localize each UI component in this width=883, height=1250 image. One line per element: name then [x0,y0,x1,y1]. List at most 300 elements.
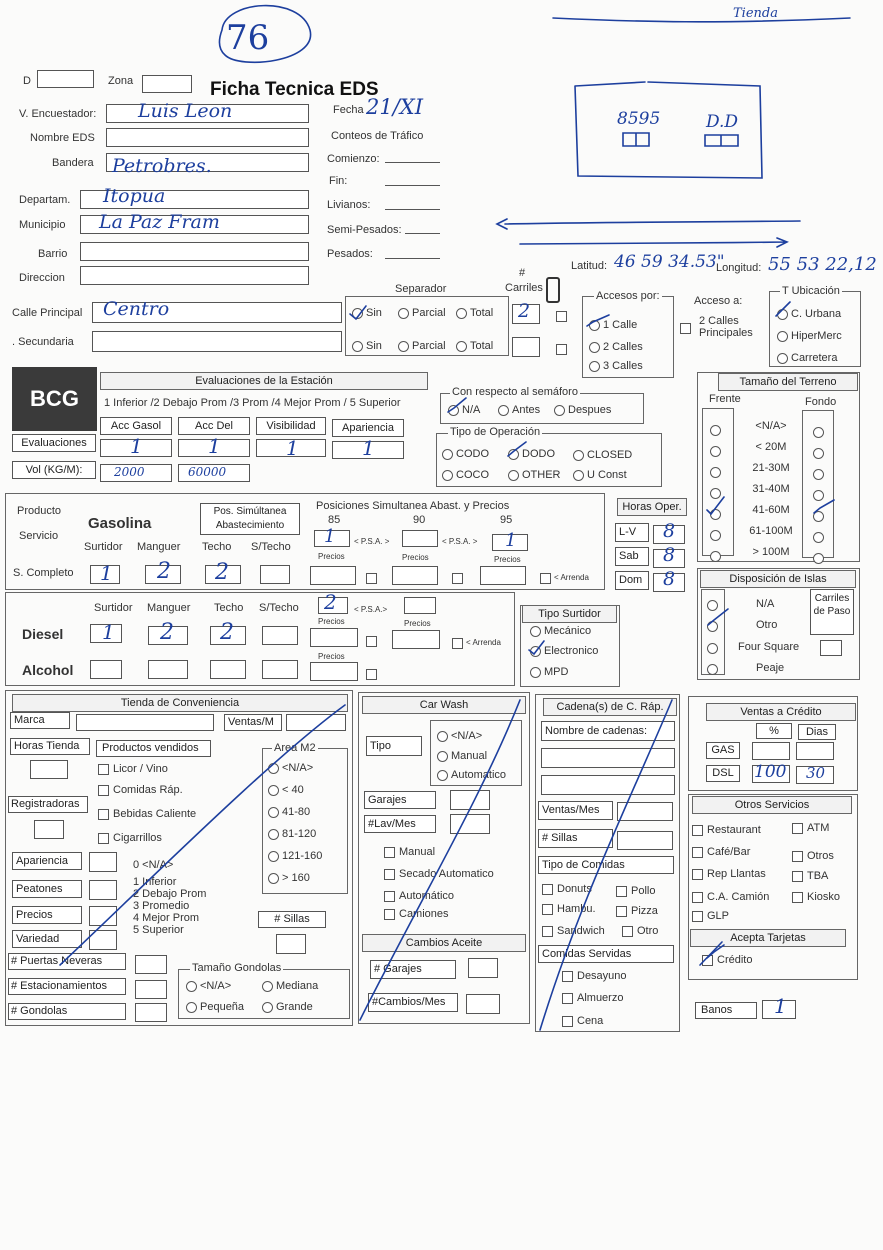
ubicacion-label: T Ubicación [782,285,840,297]
diesel-col-techo: Techo [214,602,244,614]
comida-hambu[interactable]: Hambu. [542,903,596,915]
nombre-field[interactable] [106,128,309,147]
tarjetas-header: Acepta Tarjetas [690,929,846,947]
eval-apariencia-value: 1 [362,436,375,460]
servicios-frame [688,794,858,980]
terreno-frente-radio[interactable] [710,527,724,545]
tarjeta-credito[interactable]: Crédito [702,954,752,966]
area-option[interactable]: > 160 [268,872,310,884]
evaluaciones-header: Evaluaciones de la Estación [100,372,428,390]
cambios-mes-label: #Cambios/Mes [368,993,458,1012]
ubicacion-carretera[interactable]: Carretera [777,352,837,364]
sep-principal-sin[interactable]: Sin [352,307,382,319]
registradoras-field[interactable] [34,820,64,839]
operacion-dodo[interactable]: DODO [508,448,555,460]
eval-acc-gasol-value: 1 [130,434,143,458]
operacion-uconst[interactable]: U Const [573,469,627,481]
sep-principal-parcial[interactable]: Parcial [398,307,446,319]
carwash-header: Car Wash [362,696,526,714]
cambios-mes-field[interactable] [466,994,500,1014]
comida-pizza[interactable]: Pizza [616,905,658,917]
gas-stecho-field[interactable] [260,565,290,584]
rating-field[interactable] [89,930,117,950]
tamano-grande[interactable]: Grande [262,1001,313,1013]
cambios-garajes-field[interactable] [468,958,498,978]
marca-label: Marca [10,712,70,729]
area-option[interactable]: < 40 [268,784,304,796]
surtidor-mecanico[interactable]: Mecánico [530,625,591,637]
diesel-surtidor-value: 1 [102,620,115,644]
longitud-label: Longitud: [716,262,762,274]
id-field[interactable] [37,70,94,88]
semaforo-label: Con respecto al semáforo [452,386,578,398]
form-number: 76 [226,18,270,58]
cadenas-tipo-label: Tipo de Comidas [538,856,674,874]
terreno-fondo-radio[interactable] [813,445,827,463]
psa-1: < P.S.A. > [354,537,390,546]
psa-2: < P.S.A. > [442,537,478,546]
municipio-label: Municipio [19,219,66,231]
direccion-label: Direccion [19,272,65,284]
scale-item: 1 Inferior [133,876,177,888]
comida-otro[interactable]: Otro [622,925,658,937]
octane-85: 85 [328,514,341,526]
alcohol-label: Alcohol [22,662,74,678]
pos-precios-label: Posiciones Simultanea Abast. y Precios [316,500,510,512]
road-arrow-bottom [520,238,787,247]
departamento-value: Itopua [103,185,166,207]
col-manguer: Manguer [137,541,181,553]
cadenas-nombre-2[interactable] [541,775,675,795]
puertas-label: # Puertas Neveras [8,953,126,970]
carriles-principal-value: 2 [518,300,531,322]
servidas-label: Comidas Servidas [538,945,674,963]
barrio-label: Barrio [38,248,68,260]
scale-item: 0 <N/A> [133,859,174,871]
operacion-label: Tipo de Operación [450,426,541,438]
servicio-item[interactable]: Rep Llantas [692,868,766,880]
longitud-value: 55 53 22,12 [768,254,877,275]
zona-label: Zona [108,75,134,87]
credito-dsl-dias-value: 30 [806,764,826,782]
col-surtidor: Surtidor [84,541,123,553]
latitud-label: Latitud: [571,260,608,272]
latitud-value: 46 59 34.53" [614,252,725,272]
diesel-col-stecho: S/Techo [259,602,299,614]
vol-value-2: 60000 [188,465,227,479]
evaluaciones-row-label: Evaluaciones [12,434,96,452]
terreno-header: Tamaño del Terreno [718,373,858,391]
alcohol-arrenda[interactable] [366,666,381,684]
alcohol-precio-field[interactable] [310,662,358,681]
scale-item: 3 Promedio [133,900,190,912]
credito-dsl-label: DSL [706,765,740,782]
terreno-frente-radio[interactable] [710,422,724,440]
tamano-na[interactable]: <N/A> [186,980,231,992]
operacion-other[interactable]: OTHER [508,469,561,481]
pos-simultanea-label: Pos. Simúltanea Abastecimiento [200,503,300,535]
gas-techo-value: 2 [215,560,229,585]
fecha-value: 21/XI [366,95,424,119]
horas-tienda-field[interactable] [30,760,68,779]
diesel-precios-1: Precios [318,617,345,626]
zona-field[interactable] [142,75,192,93]
islas-four: Four Square [738,641,800,653]
comida-sandwich[interactable]: Sandwich [542,925,605,937]
carriles-paso-label: Carriles de Paso [810,589,854,635]
area-option[interactable]: 41-80 [268,806,310,818]
comienzo-label: Comienzo: [327,153,380,165]
horas-row-label: Sab [615,547,649,566]
horas-row-label: Dom [615,571,649,590]
carwash-lavmes-label: #Lav/Mes [364,815,436,833]
horas-row-value: 8 [663,520,676,542]
terreno-frente-radio[interactable] [710,443,724,461]
bandera-value: Petrobres. [112,155,212,177]
alcohol-techo-field[interactable] [210,660,246,679]
fin-label: Fin: [329,175,348,187]
carwash-tipo-na[interactable]: <N/A> [437,730,482,742]
area-option[interactable]: 81-120 [268,828,316,840]
cadenas-header: Cadena(s) de C. Ráp. [543,698,677,716]
servida-desayuno[interactable]: Desayuno [562,970,627,982]
carriles-label: Carriles [505,282,543,294]
municipio-value: La Paz Fram [99,211,220,233]
servicio-item[interactable]: Kiosko [792,891,840,903]
comienzo-field[interactable] [385,162,440,163]
islas-na-radio[interactable] [707,597,721,615]
rating-label: Apariencia [12,852,82,870]
comida-pollo[interactable]: Pollo [616,885,655,897]
comida-donuts[interactable]: Donuts [542,883,592,895]
carriles-principal-check[interactable] [556,308,571,326]
ubicacion-urbana[interactable]: C. Urbana [777,308,841,320]
diesel-techo-value: 2 [220,620,234,645]
terreno-fondo-radio[interactable] [813,550,827,568]
pos-90-field[interactable] [402,530,438,547]
col-apariencia: Apariencia [332,419,404,437]
diesel-precios-2: Precios [404,619,431,628]
servicio-item[interactable]: ATM [792,822,829,834]
rating-label: Precios [12,906,82,924]
islas-four-radio[interactable] [707,640,721,658]
carriles-secundaria-check[interactable] [556,341,571,359]
arrenda-check-1[interactable] [366,570,381,588]
col-acc-gasol: Acc Gasol [100,417,172,435]
rating-field[interactable] [89,906,117,926]
direccion-field[interactable] [80,266,309,285]
terreno-option: 41-60M [752,504,790,516]
semaforo-despues[interactable]: Despues [554,404,611,416]
sep-principal-total[interactable]: Total [456,307,493,319]
pesados-label: Pesados: [327,248,373,260]
cadenas-sillas-field[interactable] [617,831,673,850]
islas-peaje: Peaje [756,662,785,674]
credito-dias-label: Dias [798,724,836,740]
producto-cigarrillos[interactable]: Cigarrillos [98,832,162,844]
diesel-arrenda-label: < Arrenda [466,638,501,647]
gondolas-field[interactable] [135,1003,167,1022]
servicio-item[interactable]: C.A. Camión [692,891,769,903]
servicio-item[interactable]: GLP [692,910,729,922]
terreno-frente-radio[interactable] [710,548,724,566]
acceso-a-label: Acceso a: [694,295,743,307]
tienda-note: Tienda [733,6,778,21]
carwash-check-automatico[interactable]: Automático [384,890,454,902]
sep-secundaria-parcial[interactable]: Parcial [398,340,446,352]
area-option[interactable]: 121-160 [268,850,322,862]
precio-85-field[interactable] [310,566,356,585]
cadenas-nombre-1[interactable] [541,748,675,768]
acceso-a-check[interactable] [680,320,695,338]
tienda-sillas-field[interactable] [276,934,306,954]
tamano-mediana[interactable]: Mediana [262,980,318,992]
fin-field[interactable] [385,185,440,186]
gondolas-label: # Gondolas [8,1003,126,1020]
terreno-fondo-radio[interactable] [813,487,827,505]
precios-3: Precios [494,555,521,564]
registradoras-label: Registradoras [8,796,88,813]
scale-item: 5 Superior [133,924,184,936]
islas-otro-radio[interactable] [707,618,721,636]
credito-gas-dias[interactable] [796,742,834,760]
horas-header: Horas Oper. [617,498,687,516]
livianos-field[interactable] [385,209,440,210]
tamano-label: Tamaño Gondolas [192,962,282,974]
sketch-box-right [705,135,738,146]
encuestador-value: Luis Leon [138,100,233,122]
pos-95-value: 1 [505,530,517,551]
area-label: Area M2 [274,742,316,754]
precio-95-field[interactable] [480,566,526,585]
carriles-symbol: # [519,267,526,279]
estacionamientos-label: # Estacionamientos [8,978,126,995]
area-option[interactable]: <N/A> [268,762,313,774]
terreno-option: 21-30M [752,462,790,474]
servicios-header: Otros Servicios [692,796,852,814]
accesos-label: Accesos por: [596,290,660,302]
arrenda-check-2[interactable] [452,570,467,588]
tienda-sillas-label: # Sillas [258,911,326,928]
calle-secundaria-label: . Secundaria [12,336,74,348]
carwash-lavmes-field[interactable] [450,814,490,834]
islas-peaje-radio[interactable] [707,661,721,679]
carwash-check-camiones[interactable]: Camiones [384,908,449,920]
diesel-arrenda-2[interactable] [452,635,467,653]
servicio-item[interactable]: TBA [792,870,828,882]
banos-label: Banos [695,1002,757,1019]
livianos-label: Livianos: [327,199,371,211]
diesel-col-manguer: Manguer [147,602,191,614]
surtidor-mpd[interactable]: MPD [530,666,568,678]
carriles-paso-field[interactable] [820,640,842,656]
accesos-2[interactable]: 2 Calles [589,341,643,353]
terreno-option: 31-40M [752,483,790,495]
ventas-field[interactable] [286,714,346,731]
sep-secundaria-sin[interactable]: Sin [352,340,382,352]
octane-95: 95 [500,514,513,526]
col-techo: Techo [202,541,232,553]
surtidor-electronico[interactable]: Electronico [530,645,598,657]
servida-cena[interactable]: Cena [562,1015,603,1027]
calle-principal-value: Centro [103,298,170,320]
alcohol-manguer-field[interactable] [148,660,188,679]
cadenas-ventas-field[interactable] [617,802,673,821]
arrenda-check-3[interactable] [540,570,555,588]
credito-gas-label: GAS [706,742,740,759]
carwash-garajes-field[interactable] [450,790,490,810]
acceso-a-option: 2 Calles Principales [699,315,753,339]
marca-field[interactable] [76,714,214,731]
precio-90-field[interactable] [392,566,438,585]
islas-na: N/A [756,598,775,610]
carriles-secundaria-field[interactable] [512,337,540,357]
operacion-coco[interactable]: COCO [442,469,489,481]
diesel-arrenda-1[interactable] [366,633,381,651]
tamano-pequena[interactable]: Pequeña [186,1001,244,1013]
departamento-label: Departam. [19,194,71,206]
precios-2: Precios [402,553,429,562]
cambios-garajes-label: # Garajes [370,960,456,979]
alcohol-surtidor-field[interactable] [90,660,122,679]
ubicacion-hipermerc[interactable]: HiperMerc [777,330,842,342]
sep-secundaria-total[interactable]: Total [456,340,493,352]
vol-label: Vol (KG/M): [12,461,96,479]
road-arrow-top [497,219,800,229]
semaforo-na[interactable]: N/A [448,404,480,416]
producto-licor[interactable]: Licor / Vino [98,763,168,775]
cambios-header: Cambios Aceite [362,934,526,952]
producto-bebidas[interactable]: Bebidas Caliente [98,808,196,820]
semi-label: Semi-Pesados: [327,224,402,236]
carwash-tipo-auto[interactable]: Automatico [437,769,506,781]
barrio-field[interactable] [80,242,309,261]
gasolina-title: Gasolina [88,515,152,532]
sketch-box-left [623,133,649,146]
calle-secundaria-field[interactable] [92,331,342,352]
ventas-label: Ventas/M [224,714,282,731]
vol-value-1: 2000 [114,465,145,479]
terreno-frente-radio[interactable] [710,506,724,524]
productos-label: Productos vendidos [96,740,211,757]
horas-row-value: 8 [663,544,676,566]
eval-visibilidad-value: 1 [286,436,299,460]
estacionamientos-field[interactable] [135,980,167,999]
rating-label: Peatones [12,880,82,898]
diesel-precio-2[interactable] [392,630,440,649]
carwash-tipo-label: Tipo [366,736,422,756]
id-label: D [23,75,31,87]
carwash-check-secado[interactable]: Secado Automatico [384,868,494,880]
terreno-frente-radio[interactable] [710,464,724,482]
rating-field[interactable] [89,880,117,900]
calle-principal-label: Calle Principal [12,307,83,319]
scompleto-label: S. Completo [13,567,74,579]
semi-field[interactable] [405,233,440,234]
bandera-label: Bandera [52,157,94,169]
cadenas-ventas-label: Ventas/Mes [538,801,613,820]
terreno-fondo-radio[interactable] [813,424,827,442]
credito-dsl-pct-value: 100 [754,762,787,782]
operacion-closed[interactable]: CLOSED [573,449,632,461]
servicio-item[interactable]: Restaurant [692,824,761,836]
producto-comidas[interactable]: Comidas Ráp. [98,784,183,796]
terreno-frente-radio[interactable] [710,485,724,503]
col-visibilidad: Visibilidad [256,417,326,435]
col-stecho: S/Techo [251,541,291,553]
islas-header: Disposición de Islas [700,570,856,588]
rating-field[interactable] [89,852,117,872]
scale-item: 4 Mejor Prom [133,912,200,924]
precios-1: Precios [318,552,345,561]
fecha-label: Fecha [333,104,364,116]
diesel-psa-field[interactable] [404,597,436,614]
semaforo-antes[interactable]: Antes [498,404,540,416]
carwash-tipo-manual[interactable]: Manual [437,750,487,762]
diesel-label: Diesel [22,626,64,642]
evaluaciones-scale: 1 Inferior /2 Debajo Prom /3 Prom /4 Mejor Prom / 5 Superior [104,397,401,409]
puertas-field[interactable] [135,955,167,974]
terreno-fondo-radio[interactable] [813,466,827,484]
pesados-field[interactable] [385,258,440,259]
accesos-1[interactable]: 1 Calle [589,319,637,331]
horas-row-value: 8 [663,568,676,590]
terreno-fondo-radio[interactable] [813,529,827,547]
diesel-stecho-field[interactable] [262,626,298,645]
bcg-logo: BCG [12,367,97,431]
operacion-codo[interactable]: CODO [442,448,489,460]
page-title: Ficha Tecnica EDS [210,79,379,100]
carwash-check-manual[interactable]: Manual [384,846,435,858]
cadenas-nombre-label: Nombre de cadenas: [541,721,675,741]
sketch-code-left: 8595 [617,109,661,129]
servida-almuerzo[interactable]: Almuerzo [562,992,623,1004]
separador-label: Separador [395,283,447,295]
surtidor-header: Tipo Surtidor [522,605,617,623]
diesel-psa: < P.S.A.> [354,605,388,614]
terreno-fondo-radio[interactable] [813,508,827,526]
gas-manguer-value: 2 [157,559,171,584]
accesos-3[interactable]: 3 Calles [589,360,643,372]
carwash-garajes-label: Garajes [364,791,436,809]
credito-header: Ventas a Crédito [706,703,856,721]
diesel-manguer-value: 2 [160,620,174,645]
alcohol-stecho-field[interactable] [262,660,298,679]
servicio-label: Servicio [19,530,59,542]
gas-surtidor-value: 1 [100,561,113,585]
diesel-precio-1[interactable] [310,628,358,647]
terreno-option: < 20M [755,441,787,453]
credito-pct-label: % [756,723,792,739]
terreno-option: 61-100M [749,525,793,537]
diesel-pos-value: 2 [324,590,337,614]
banos-value: 1 [774,994,787,1018]
sketch-code-right: D.D [706,112,739,132]
octane-90: 90 [413,514,426,526]
arrenda-label: < Arrenda [554,573,589,582]
terreno-fondo: Fondo [805,396,837,408]
terreno-frente: Frente [709,393,741,405]
horas-tienda-label: Horas Tienda [10,738,90,755]
horas-row-label: L-V [615,523,649,542]
credito-gas-pct[interactable] [752,742,790,760]
servicio-item[interactable]: Café/Bar [692,846,750,858]
servicio-item[interactable]: Otros [792,850,834,862]
eval-acc-del-value: 1 [208,434,221,458]
encuestador-label: V. Encuestador: [19,108,97,120]
tienda-header: Tienda de Conveniencia [12,694,348,712]
islas-otro: Otro [756,619,778,631]
